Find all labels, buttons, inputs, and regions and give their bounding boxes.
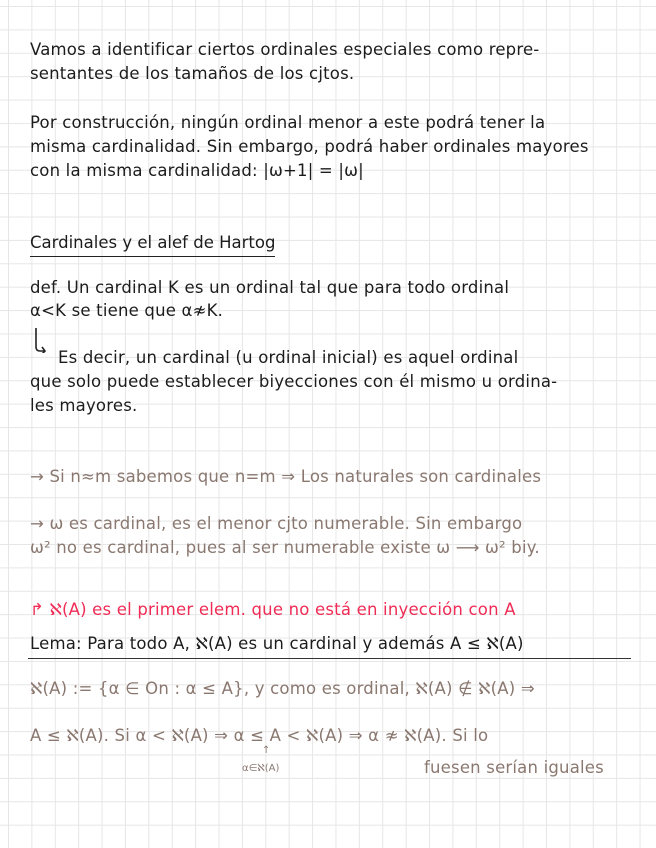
lemma-underline: [28, 658, 631, 659]
explanation-line-3: les mayores.: [30, 396, 138, 415]
lemma-statement: Lema: Para todo A, ℵ(A) es un cardinal y además A ≤ ℵ(A): [30, 634, 524, 653]
hook-arrow-icon: [33, 327, 47, 353]
proof-sub-note: α∈ℵ(A): [242, 763, 280, 774]
section-heading: Cardinales y el alef de Hartog: [30, 231, 275, 257]
intro-line-1: Vamos a identificar ciertos ordinales especiales como repre-: [30, 40, 540, 59]
hartog-note: ↱ ℵ(A) es el primer elem. que no está en inyección con A: [30, 600, 516, 619]
proof-line-1: ℵ(A) := {α ∈ On : α ≤ A}, y como es ordinal, ℵ(A) ∉ ℵ(A) ⇒: [30, 679, 535, 698]
definition-line-2: α<K se tiene que α≉K.: [30, 301, 224, 320]
explanation-line-1: Es decir, un cardinal (u ordinal inicial) es aquel ordinal: [58, 348, 519, 367]
proof-line-2: A ≤ ℵ(A). Si α < ℵ(A) ⇒ α ≤ A < ℵ(A) ⇒ α ≉ ℵ(A). Si lo: [30, 726, 489, 745]
explanation-line-2: que solo puede establecer biyecciones con él mismo u ordina-: [30, 372, 558, 391]
definition-line-1: def. Un cardinal K es un ordinal tal que para todo ordinal: [30, 278, 510, 297]
construction-line-1: Por construcción, ningún ordinal menor a este podrá tener la: [30, 113, 546, 132]
proof-tail: fuesen serían iguales: [424, 758, 604, 777]
omega-note-line-2: ω² no es cardinal, pues al ser numerable existe ω ⟶ ω² biy.: [30, 538, 540, 557]
proof-sub-arrow: ↑: [262, 745, 271, 756]
intro-line-2: sentantes de los tamaños de los cjtos.: [30, 64, 355, 83]
construction-line-3: con la misma cardinalidad: |ω+1| = |ω|: [30, 161, 364, 180]
construction-line-2: misma cardinalidad. Sin embargo, podrá haber ordinales mayores: [30, 137, 589, 156]
naturals-note: → Si n≈m sabemos que n=m ⇒ Los naturales son cardinales: [30, 467, 542, 486]
omega-note-line-1: → ω es cardinal, es el menor cjto numerable. Sin embargo: [30, 514, 523, 533]
